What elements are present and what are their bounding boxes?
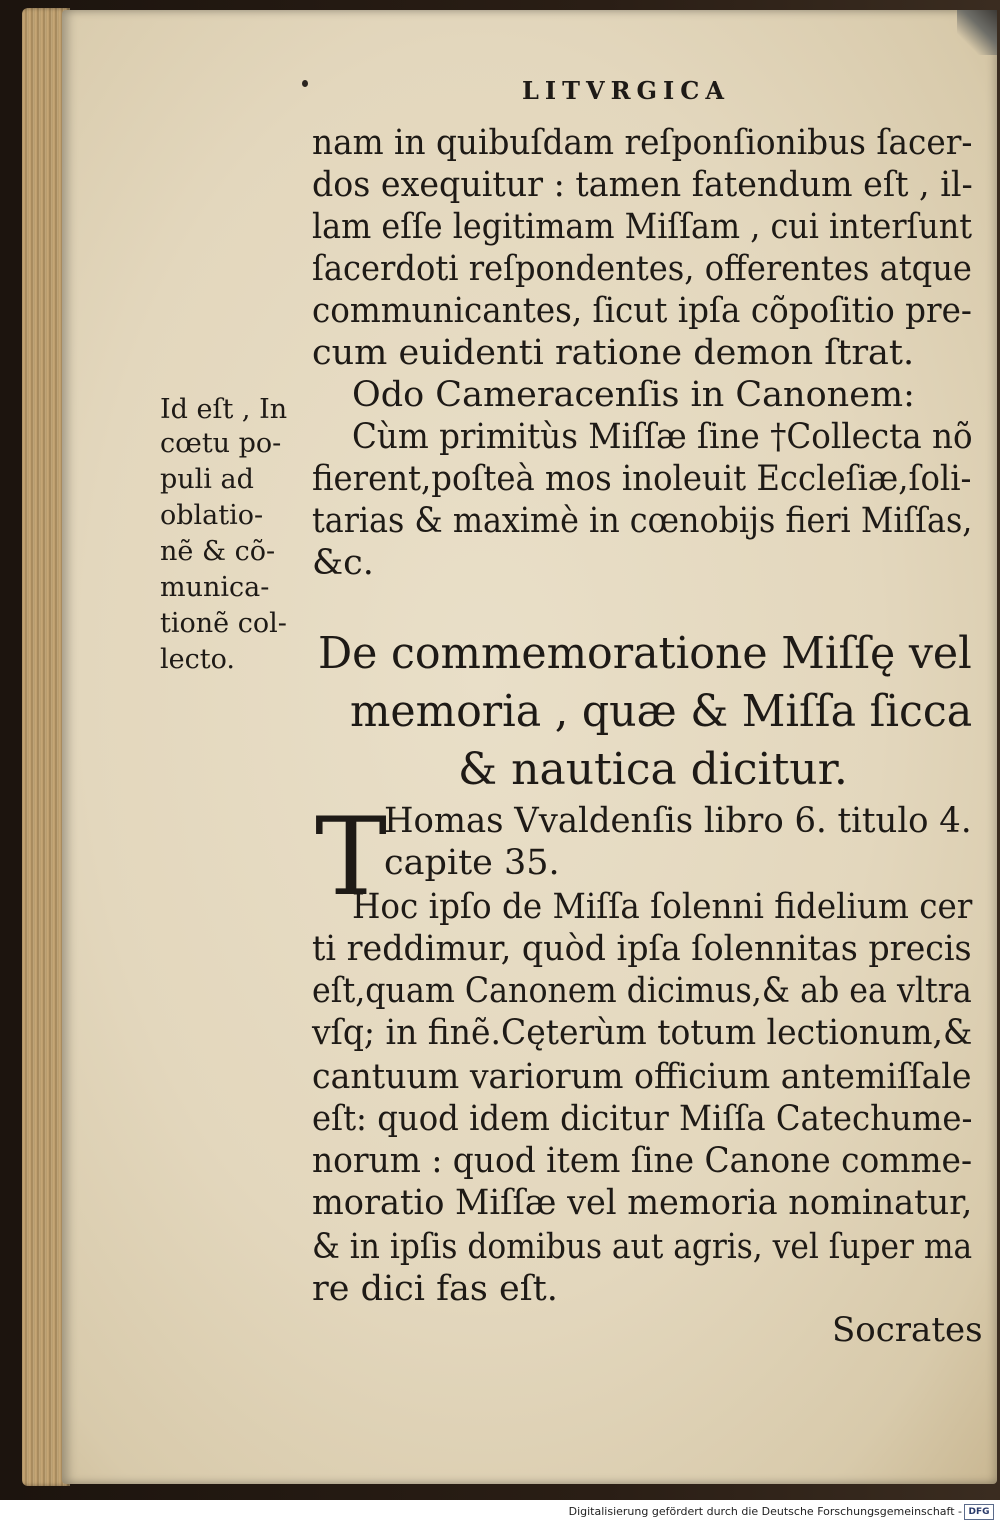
margin-note-line: tionẽ col- [160,608,287,639]
margin-note-line: cœtu po- [160,428,282,459]
section-heading-line: & nautica dicitur. [458,744,848,795]
catchword: Socrates [832,1310,983,1350]
body-line: ſacerdoti reſpondentes, offerentes atque [312,249,972,289]
body-line: norum : quod item ſine Canone comme- [312,1141,973,1181]
digitization-credit: Digitalisierung gefördert durch die Deutsche Forschungsgemeinschaft - [568,1505,962,1518]
body-line: nam in quibuſdam reſponſionibus ſacer- [312,123,973,163]
citation-line: Odo Cameracenſis in Canonem: [352,375,915,415]
body-line: capite 35. [384,843,560,883]
body-line: eſt: quod idem dicitur Miſſa Catechume- [312,1099,973,1139]
body-line: eſt,quam Canonem dicimus,& ab ea vltra [312,971,972,1011]
body-line: vſq; in finẽ.Cęterùm totum lectionum,& [312,1013,973,1053]
ink-spot [302,80,308,87]
margin-note-line: lecto. [160,644,235,675]
section-heading-line: memoria , quæ & Miſſa ſicca [350,686,973,737]
body-line: dos exequitur : tamen fatendum eſt , il- [312,165,973,205]
margin-note-line: oblatio- [160,500,264,531]
body-line: lam eſſe legitimam Miſſam , cui interſunt [312,207,973,247]
body-line: Hoc ipſo de Miſſa ſolenni fidelium cer [352,887,973,927]
body-line: fierent,poſteà mos inoleuit Eccleſiæ,ſoli- [312,459,972,499]
body-line: tarias & maximè in cœnobijs fieri Miſſas, [312,501,973,541]
margin-note-line: nẽ & cõ- [160,536,276,567]
body-line: re dici fas eſt. [312,1269,558,1309]
drop-cap: T [315,795,388,920]
body-line: Homas Vvaldenſis libro 6. titulo 4. [384,801,972,841]
body-line: ti reddimur, quòd ipſa ſolennitas precis [312,929,972,969]
margin-note-line: munica- [160,572,270,603]
quote-line: Cùm primitùs Miſſæ ſine †Collecta nõ [352,417,973,457]
dfg-logo: DFG [964,1504,994,1520]
page-corner-shadow [957,10,997,55]
running-head: LITVRGICA [522,76,730,105]
body-line: &c. [312,543,374,583]
margin-note-line: puli ad [160,464,254,495]
margin-note-line: Id eſt , In [160,394,288,425]
body-line: communicantes, ſicut ipſa cõpoſitio pre- [312,291,972,331]
body-line: & in ipſis domibus aut agris, vel ſuper ma [312,1227,973,1267]
body-line: moratio Miſſæ vel memoria nominatur, [312,1183,973,1223]
body-line: cum euidenti ratione demon ſtrat. [312,333,915,373]
section-heading-line: De commemoratione Miſſę vel [318,628,972,679]
body-line: cantuum variorum officium antemiſſale [312,1057,972,1097]
